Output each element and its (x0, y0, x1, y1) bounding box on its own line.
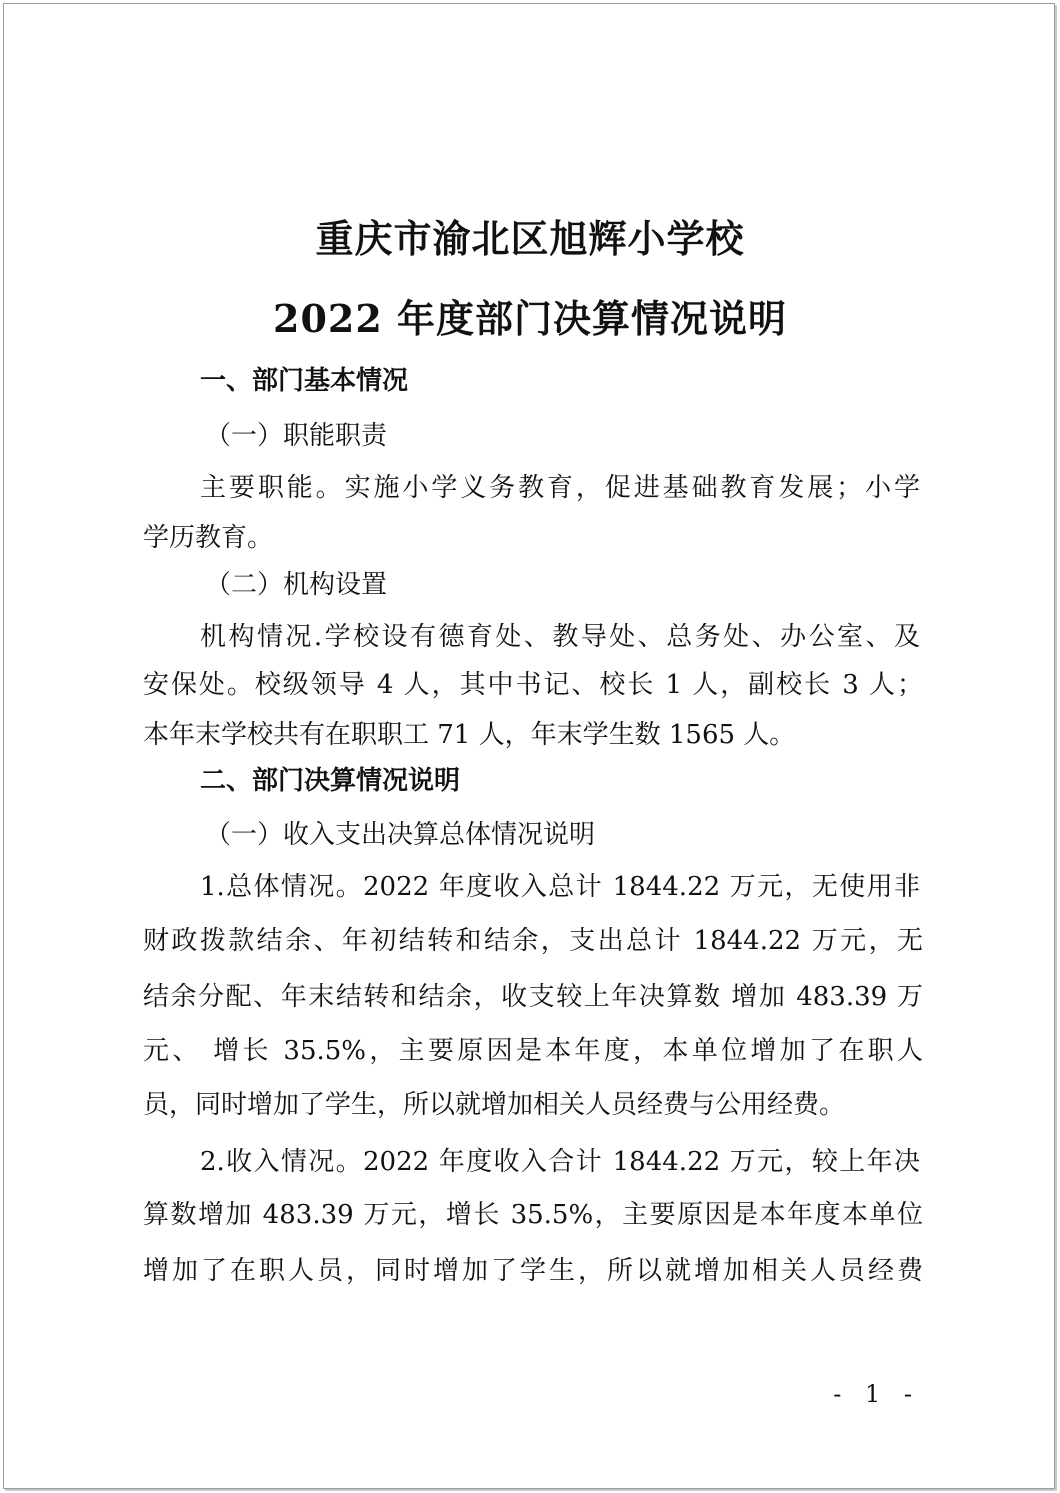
paragraph-organization-line1: 机构情况.学校设有德育处、教导处、总务处、办公室、及 (200, 622, 920, 652)
subheading-organization: （二）机构设置 (205, 570, 388, 600)
paragraph-overall-line4: 元、 增长 35.5%，主要原因是本年度，本单位增加了在职人 (143, 1036, 923, 1066)
paragraph-income-line1: 2.收入情况。2022 年度收入合计 1844.22 万元，较上年决 (200, 1147, 920, 1177)
paragraph-overall-line1: 1.总体情况。2022 年度收入总计 1844.22 万元，无使用非 (200, 872, 920, 902)
paragraph-organization-line3: 本年末学校共有在职职工 71 人，年末学生数 1565 人。 (143, 720, 796, 750)
subheading-income-expenditure: （一）收入支出决算总体情况说明 (205, 820, 596, 850)
paragraph-organization-line2: 安保处。校级领导 4 人，其中书记、校长 1 人，副校长 3 人； (143, 670, 923, 700)
paragraph-overall-line3: 结余分配、年末结转和结余，收支较上年决算数 增加 483.39 万 (143, 982, 923, 1012)
page-number: - 1 - (833, 1380, 920, 1408)
subheading-functions: （一）职能职责 (205, 421, 388, 451)
document-title-line1: 重庆市渝北区旭辉小学校 (315, 216, 745, 261)
section-heading-final-accounts: 二、部门决算情况说明 (200, 766, 461, 796)
section-heading-basic-info: 一、部门基本情况 (200, 366, 409, 396)
paragraph-overall-line5: 员，同时增加了学生，所以就增加相关人员经费与公用经费。 (143, 1090, 846, 1120)
paragraph-functions-line1: 主要职能。实施小学义务教育，促进基础教育发展；小学 (200, 473, 920, 503)
document-title-line2: 2022 年度部门决算情况说明 (273, 296, 787, 341)
paragraph-income-line3: 增加了在职人员，同时增加了学生，所以就增加相关人员经费 (143, 1256, 923, 1286)
paragraph-functions-line2: 学历教育。 (143, 523, 274, 553)
paragraph-income-line2: 算数增加 483.39 万元，增长 35.5%，主要原因是本年度本单位 (143, 1200, 923, 1230)
paragraph-overall-line2: 财政拨款结余、年初结转和结余，支出总计 1844.22 万元，无 (143, 926, 923, 956)
